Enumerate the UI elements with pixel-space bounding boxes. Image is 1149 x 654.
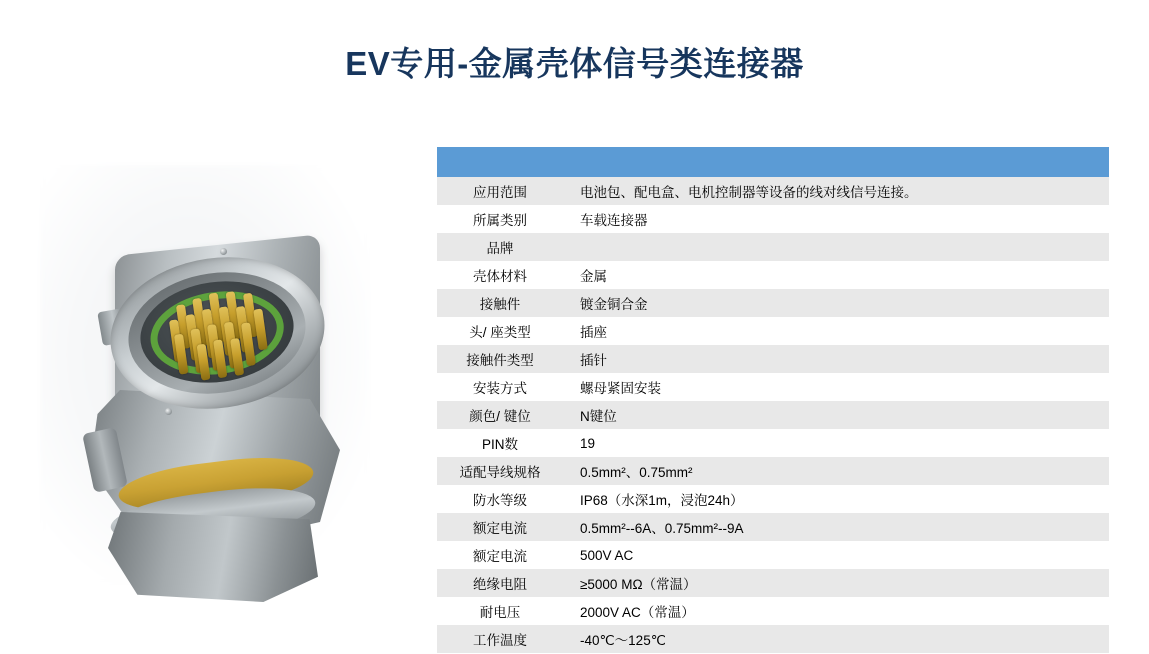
spec-label: 头/ 座类型 <box>437 317 569 345</box>
connector-illustration <box>70 140 360 620</box>
table-row <box>437 317 1109 345</box>
spec-label: 所属类别 <box>437 205 569 233</box>
spec-table-body <box>437 147 1109 653</box>
table-row <box>437 485 1109 513</box>
spec-label: 工作温度 <box>437 625 569 653</box>
spec-value: 19 <box>569 429 1109 457</box>
spec-label: 耐电压 <box>437 597 569 625</box>
table-row <box>437 513 1109 541</box>
table-row <box>437 177 1109 205</box>
spec-label: PIN数 <box>437 429 569 457</box>
table-row <box>437 457 1109 485</box>
spec-value: 插针 <box>569 345 1109 373</box>
specification-table <box>437 147 1109 653</box>
spec-value: 电池包、配电盒、电机控制器等设备的线对线信号连接。 <box>569 177 1109 205</box>
table-row <box>437 373 1109 401</box>
spec-label: 应用范围 <box>437 177 569 205</box>
page-title: EV专用-金属壳体信号类连接器 <box>345 45 804 82</box>
spec-value: 2000V AC（常温） <box>569 597 1109 625</box>
spec-value: IP68（水深1m，浸泡24h） <box>569 485 1109 513</box>
spec-value: -40℃～125℃ <box>569 625 1109 653</box>
table-row <box>437 345 1109 373</box>
connector-base <box>108 512 318 602</box>
spec-label: 额定电流 <box>437 541 569 569</box>
table-row <box>437 233 1109 261</box>
spec-value: 镀金铜合金 <box>569 289 1109 317</box>
table-row <box>437 261 1109 289</box>
spec-label: 防水等级 <box>437 485 569 513</box>
screw-dot <box>220 248 227 255</box>
spec-label: 绝缘电阻 <box>437 569 569 597</box>
spec-label: 接触件 <box>437 289 569 317</box>
spec-value: N键位 <box>569 401 1109 429</box>
table-row <box>437 569 1109 597</box>
spec-value <box>569 233 1109 261</box>
spec-value: 金属 <box>569 261 1109 289</box>
spec-value: 螺母紧固安装 <box>569 373 1109 401</box>
spec-label: 颜色/ 键位 <box>437 401 569 429</box>
spec-label: 品牌 <box>437 233 569 261</box>
spec-value: ≥5000 MΩ（常温） <box>569 569 1109 597</box>
table-row <box>437 401 1109 429</box>
table-header-row <box>437 147 1109 177</box>
table-row <box>437 597 1109 625</box>
spec-value: 插座 <box>569 317 1109 345</box>
table-row <box>437 289 1109 317</box>
product-image <box>10 120 410 640</box>
spec-value: 500V AC <box>569 541 1109 569</box>
screw-dot <box>165 408 172 415</box>
spec-label: 壳体材料 <box>437 261 569 289</box>
table-header-cell-value <box>569 147 1109 177</box>
table-row <box>437 429 1109 457</box>
spec-label: 接触件类型 <box>437 345 569 373</box>
table-header-cell-label <box>437 147 569 177</box>
spec-value: 0.5mm²、0.75mm² <box>569 457 1109 485</box>
spec-label: 适配导线规格 <box>437 457 569 485</box>
spec-label: 额定电流 <box>437 513 569 541</box>
spec-label: 安装方式 <box>437 373 569 401</box>
spec-value: 0.5mm²--6A、0.75mm²--9A <box>569 513 1109 541</box>
spec-value: 车载连接器 <box>569 205 1109 233</box>
table-row <box>437 625 1109 653</box>
table-row <box>437 541 1109 569</box>
table-row <box>437 205 1109 233</box>
